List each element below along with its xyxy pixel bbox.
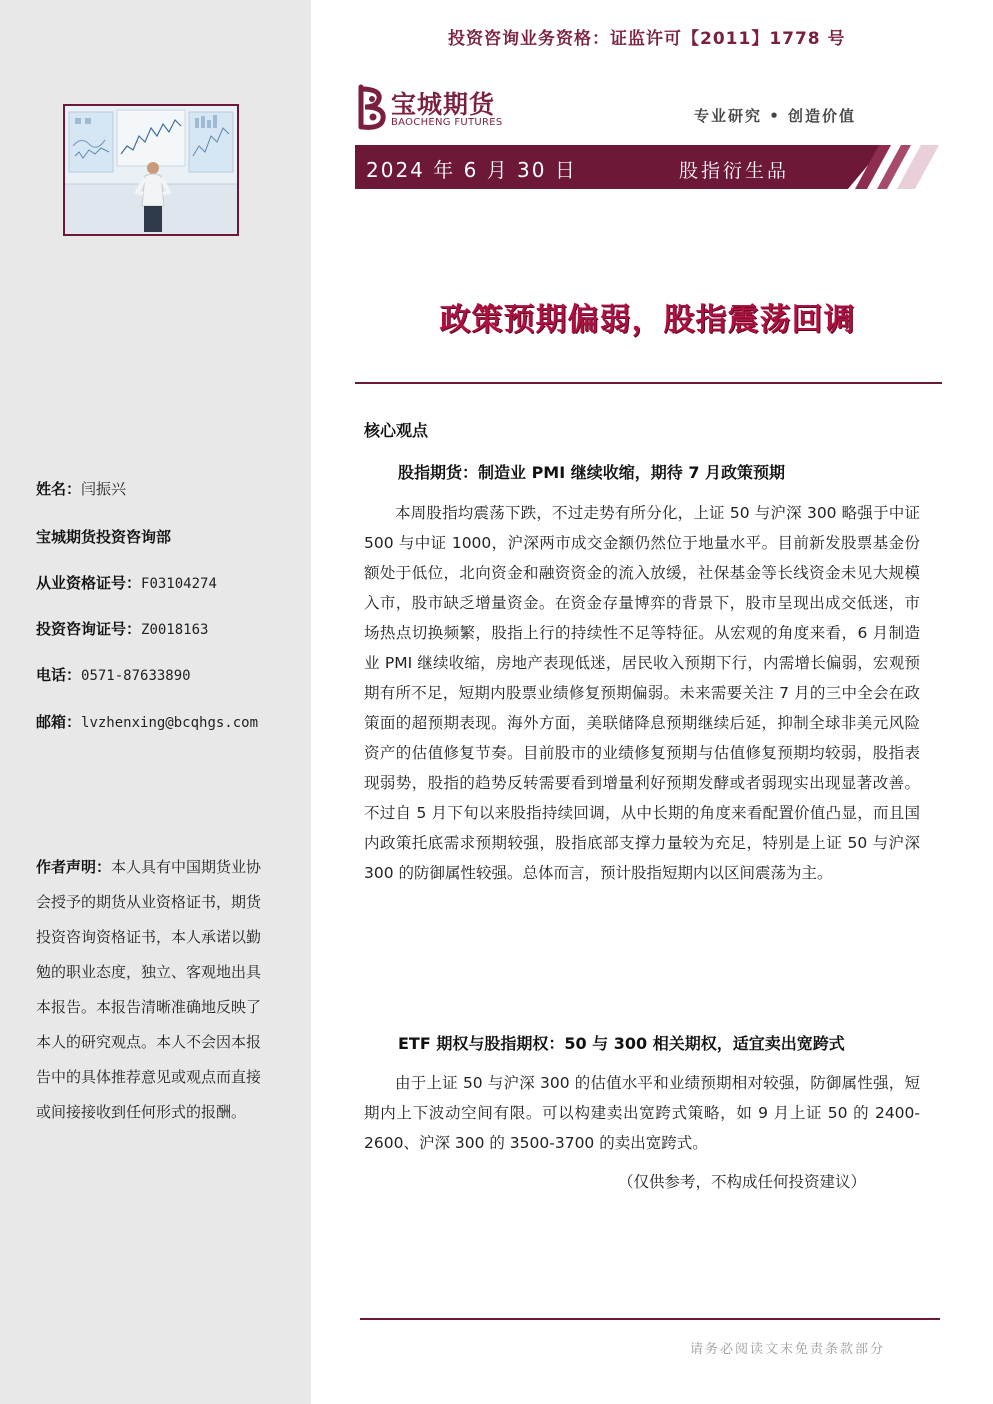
phone-number: 0571-87633890 (81, 668, 191, 684)
section-futures-body: 本周股指均震荡下跌，不过走势有所分化，上证 50 与沪深 300 略强于中证 500 与中证 1000，沪深两市成交金额仍然位于地量水平。目前新发股票基金份额处于低位，北向资金和融资资金的流入放缓，社保基金等长线资金未见大规模入市，股市缺乏增量资金。在资金存量博弈的背景下，股市呈现出成交低迷，市场热点切换频繁，股指上行的持续性不足等特征。从宏观的角度来看，6 月制造业 PMI 继续收缩，房地产表现低迷，居民收入预期下行，内需增长偏弱，宏观预期有所不足，短期内股票业绩修复预期偏弱。未来需要关注 7 月的三中全会在政策面的超预期表现。海外方面，美联储降息预期继续后延，抑制全球非美元风险资产的估值修复节奏。目前股市的业绩修复预期与估值修复预期均较弱，股指表现弱势，股指的趋势反转需要看到增量利好预期发酵或者弱现实出现显著改善。不过自 5 月下旬以来股指持续回调，从中长期的角度来看配置价值凸显，而且国内政策托底需求预期较强，股指底部支撑力量较为充足，特别是上证 50 与沪深 300 的防御属性较强。总体而言，预计股指短期内以区间震荡为主。 (364, 504, 920, 882)
consult-row (36, 618, 208, 639)
phone-row (36, 664, 191, 685)
logo-text-en: BAOCHENG FUTURES (391, 117, 503, 128)
logo-text-cn: 宝城期货 (391, 90, 496, 119)
divider-bottom (360, 1318, 940, 1320)
license-row (36, 572, 217, 593)
company-logo (355, 83, 525, 135)
email-row (36, 711, 258, 732)
slogan: 专业研究 • 创造价值 (694, 107, 857, 125)
author-name-label: 姓名： (36, 480, 82, 498)
cover-image (63, 104, 239, 236)
declaration-label: 作者声明： (36, 858, 112, 876)
consult-label: 投资咨询证号： (36, 620, 142, 638)
reference-note: （仅供参考，不构成任何投资建议） (618, 1173, 867, 1191)
department: 宝城期货投资咨询部 (36, 528, 172, 546)
author-name: 闫振兴 (81, 480, 127, 498)
license-number: F03104274 (141, 576, 217, 592)
author-declaration (36, 850, 272, 1130)
consult-number: Z0018163 (141, 622, 209, 638)
section-options-heading: ETF 期权与股指期权：50 与 300 相关期权，适宜卖出宽跨式 (398, 1034, 845, 1053)
section-futures-heading: 股指期货：制造业 PMI 继续收缩，期待 7 月政策预期 (398, 463, 786, 482)
author-name-row (36, 478, 126, 499)
phone-label: 电话： (36, 666, 82, 684)
date-banner (355, 145, 940, 189)
divider-top (355, 382, 942, 384)
section-options-body: 由于上证 50 与沪深 300 的估值水平和业绩预期相对较强，防御属性强，短期内上下波动空间有限。可以构建卖出宽跨式策略，如 9 月上证 50 的 2400-2600、沪深 300 的 3500-3700 的卖出宽跨式。 (364, 1074, 920, 1152)
license-label: 从业资格证号： (36, 574, 142, 592)
email-address: lvzhenxing@bcqhgs.com (81, 715, 259, 731)
core-view-heading: 核心观点 (364, 421, 429, 440)
report-date: 2024 年 6 月 30 日 (366, 158, 577, 182)
sidebar (0, 0, 311, 1404)
report-title: 政策预期偏弱，股指震荡回调 (439, 302, 856, 338)
analyst-illustration (65, 106, 237, 234)
logo-mark-icon (355, 83, 389, 131)
qualification-line: 投资咨询业务资格：证监许可【2011】1778 号 (448, 29, 846, 49)
department-row (36, 526, 171, 547)
banner-stripes (853, 145, 943, 189)
footer-disclaimer-link: 请务必阅读文末免责条款部分 (690, 1342, 886, 1357)
declaration-text: 本人具有中国期货业协会授予的期货从业资格证书，期货投资咨询资格证书，本人承诺以勤勉的职业态度，独立、客观地出具本报告。本报告清晰准确地反映了本人的研究观点。本人不会因本报告中的具体推荐意见或观点而直接或间接接收到任何形式的报酬。 (36, 858, 262, 1121)
email-label: 邮箱： (36, 713, 82, 731)
report-category: 股指衍生品 (679, 160, 790, 182)
